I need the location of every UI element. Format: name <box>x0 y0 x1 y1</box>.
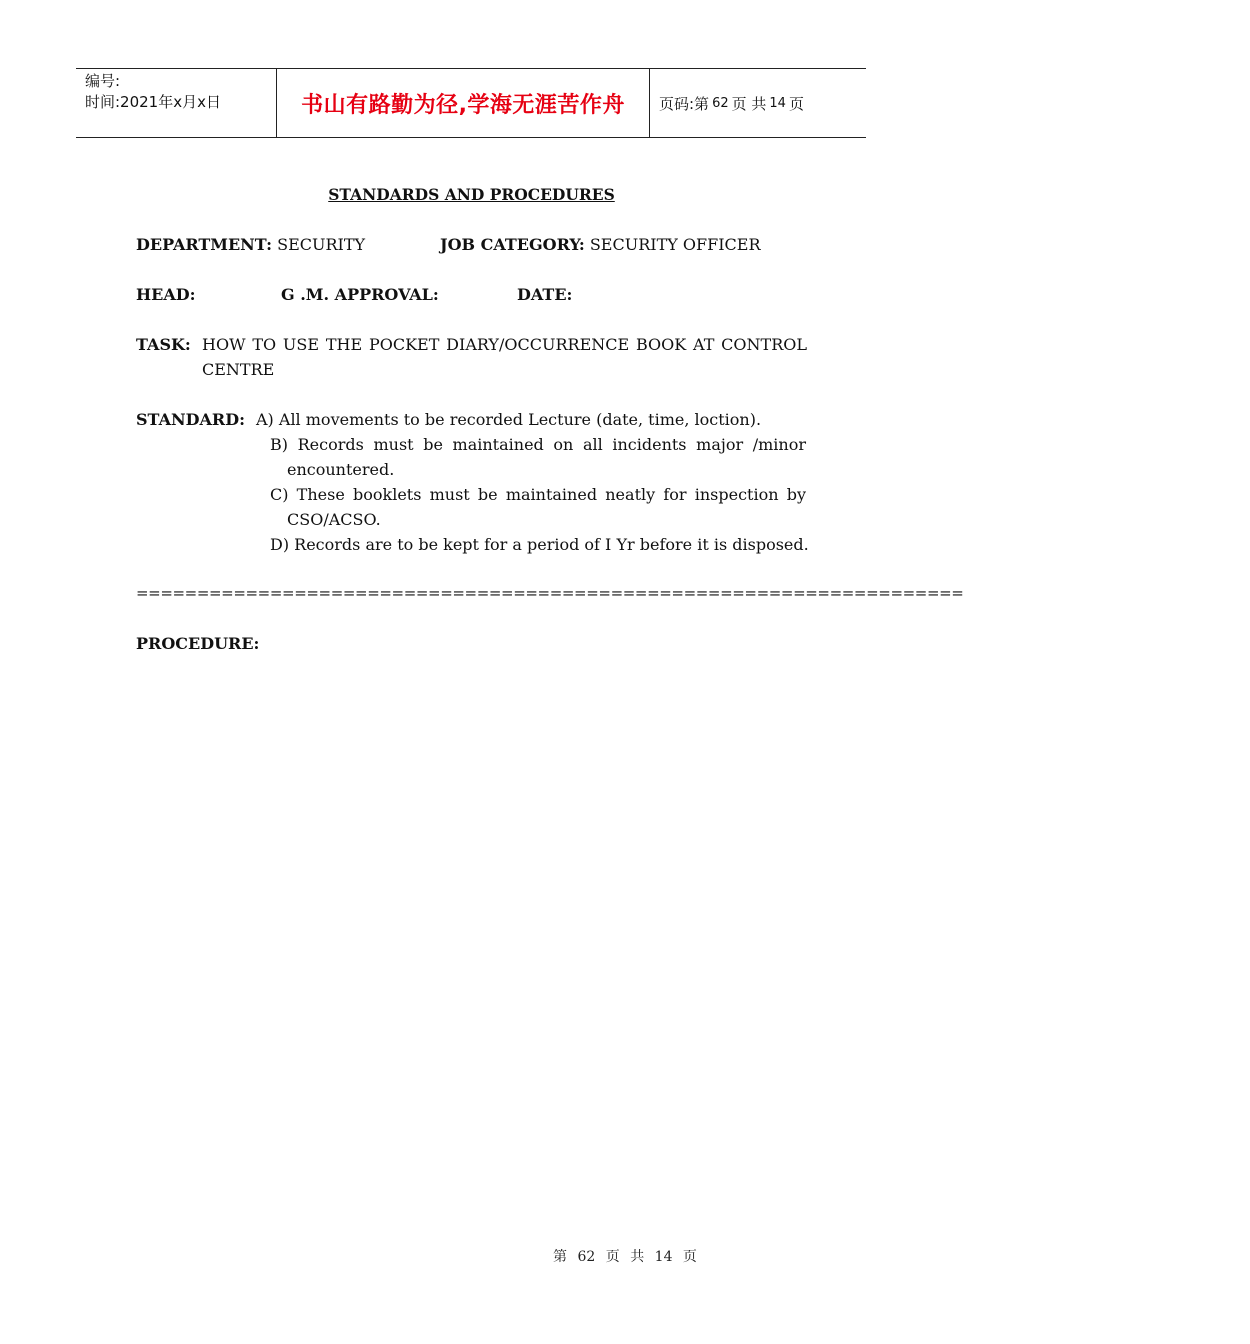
standard-item-c-line2: CSO/ACSO. <box>287 510 381 529</box>
document-title: STANDARDS AND PROCEDURES <box>328 185 615 204</box>
standard-item-b-line2: encountered. <box>287 460 395 479</box>
job-category-value: SECURITY OFFICER <box>589 235 761 254</box>
gm-approval-label: G .M. APPROVAL: <box>281 285 439 304</box>
standard-item-b-line1: B) Records must be maintained on all incidents major /minor <box>270 435 806 454</box>
page-total: 14 <box>769 95 786 111</box>
procedure-label: PROCEDURE: <box>136 634 260 653</box>
task-line-2: CENTRE <box>202 360 275 379</box>
standard-item-a: A) All movements to be recorded Lecture (date, time, loction). <box>256 410 762 429</box>
code-label: 编号: <box>85 72 121 90</box>
header-page-info <box>650 69 866 137</box>
date-field-label: DATE: <box>517 285 573 304</box>
standard-item-b <box>270 432 806 482</box>
page-mid: 页 共 <box>731 94 767 113</box>
task-line-1: HOW TO USE THE POCKET DIARY/OCCURRENCE BOOK AT CONTROL <box>202 335 807 354</box>
page-prefix: 页码:第 <box>659 94 710 113</box>
page-suffix: 页 <box>788 94 804 113</box>
department-value: SECURITY <box>277 235 366 254</box>
department-label: DEPARTMENT: <box>136 235 273 254</box>
date-label: 时间:2021年x月x日 <box>85 93 221 111</box>
page-footer: 第 62 页 共 14 页 <box>553 1249 697 1265</box>
head-label: HEAD: <box>136 285 196 304</box>
header-meta <box>76 69 277 137</box>
task-text <box>202 332 807 382</box>
separator-line: ==================================================================== <box>136 584 964 602</box>
job-category-label: JOB CATEGORY: <box>440 235 585 254</box>
department-row <box>136 232 365 257</box>
page-number: 62 <box>712 95 729 111</box>
job-category-row <box>440 232 761 257</box>
standard-item-c-line1: C) These booklets must be maintained neatly for inspection by <box>270 485 806 504</box>
task-label: TASK: <box>136 335 191 354</box>
header-motto: 书山有路勤为径,学海无涯苦作舟 <box>277 69 650 137</box>
standard-item-c <box>270 482 806 532</box>
page-header <box>76 68 866 138</box>
standard-label: STANDARD: <box>136 410 245 429</box>
standard-item-d: D) Records are to be kept for a period of I Yr before it is disposed. <box>270 535 809 554</box>
